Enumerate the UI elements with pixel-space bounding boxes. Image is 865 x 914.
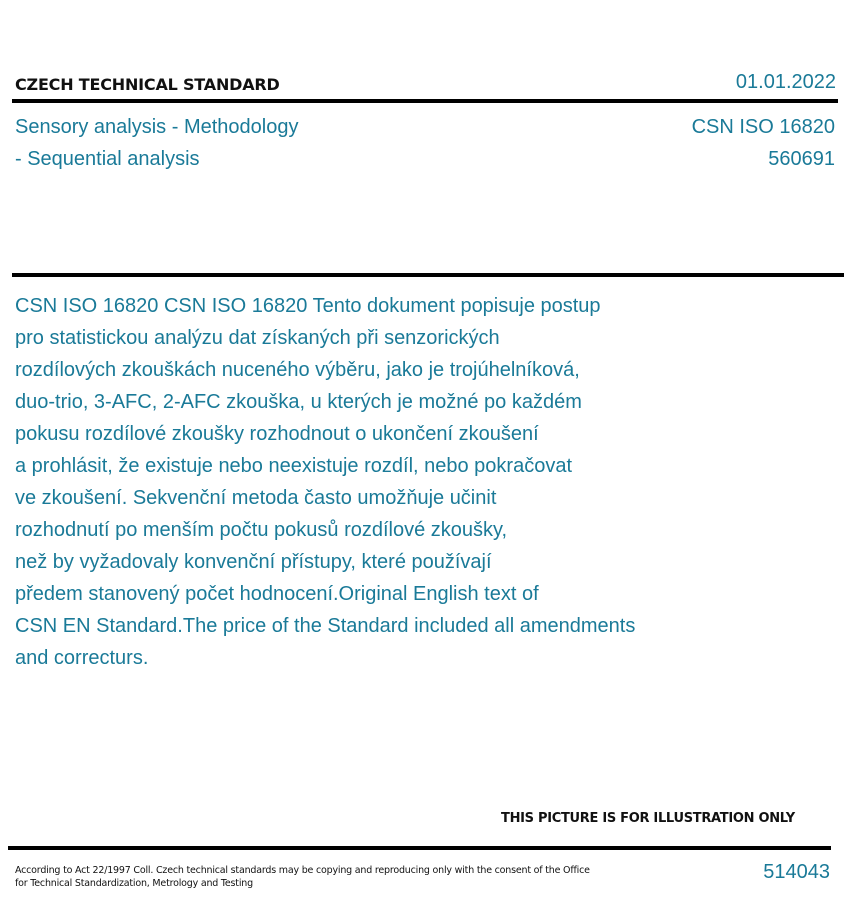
standard-title-line-1: Sensory analysis - Methodology bbox=[15, 116, 299, 138]
footer-divider bbox=[8, 846, 831, 850]
publication-date: 01.01.2022 bbox=[735, 71, 836, 93]
footer-code: 514043 bbox=[763, 861, 830, 883]
standard-code: CSN ISO 16820 bbox=[691, 116, 835, 138]
abstract-text: CSN ISO 16820 CSN ISO 16820 Tento dokument popisuje postup pro statistickou analýzu dat získaných při senzorických rozdílových zkouškách nuceného výběru, jako je trojúhelníková, duo-trio, 3-AFC, 2-AFC zkouška, u kterých je možné po každém pokusu rozdílové zkoušky rozhodnout o ukončení zkoušení a prohlásit, že existuje nebo neexistuje rozdíl, nebo pokračovat ve zkoušení. Sekvenční metoda často umožňuje učinit rozhodnutí po menším počtu pokusů rozdílové zkoušky, než by vyžadovaly konvenční přístupy, které používají předem stanovený počet hodnocení.Original English text of CSN EN Standard.The price of the Standard included all amendments and correcturs. bbox=[15, 295, 636, 669]
legal-notice-line-1: According to Act 22/1997 Coll. Czech technical standards may be copying and reproducing only with the consent of the Office bbox=[15, 865, 590, 876]
legal-notice bbox=[15, 864, 595, 890]
legal-notice-line-2: for Technical Standardization, Metrology and Testing bbox=[15, 878, 253, 889]
header-divider bbox=[12, 99, 838, 103]
title-divider bbox=[12, 273, 844, 277]
illustration-disclaimer: THIS PICTURE IS FOR ILLUSTRATION ONLY bbox=[501, 811, 795, 826]
document-type-label: CZECH TECHNICAL STANDARD bbox=[15, 75, 280, 94]
standard-title-line-2: - Sequential analysis bbox=[15, 148, 200, 170]
catalog-number: 560691 bbox=[768, 148, 835, 170]
